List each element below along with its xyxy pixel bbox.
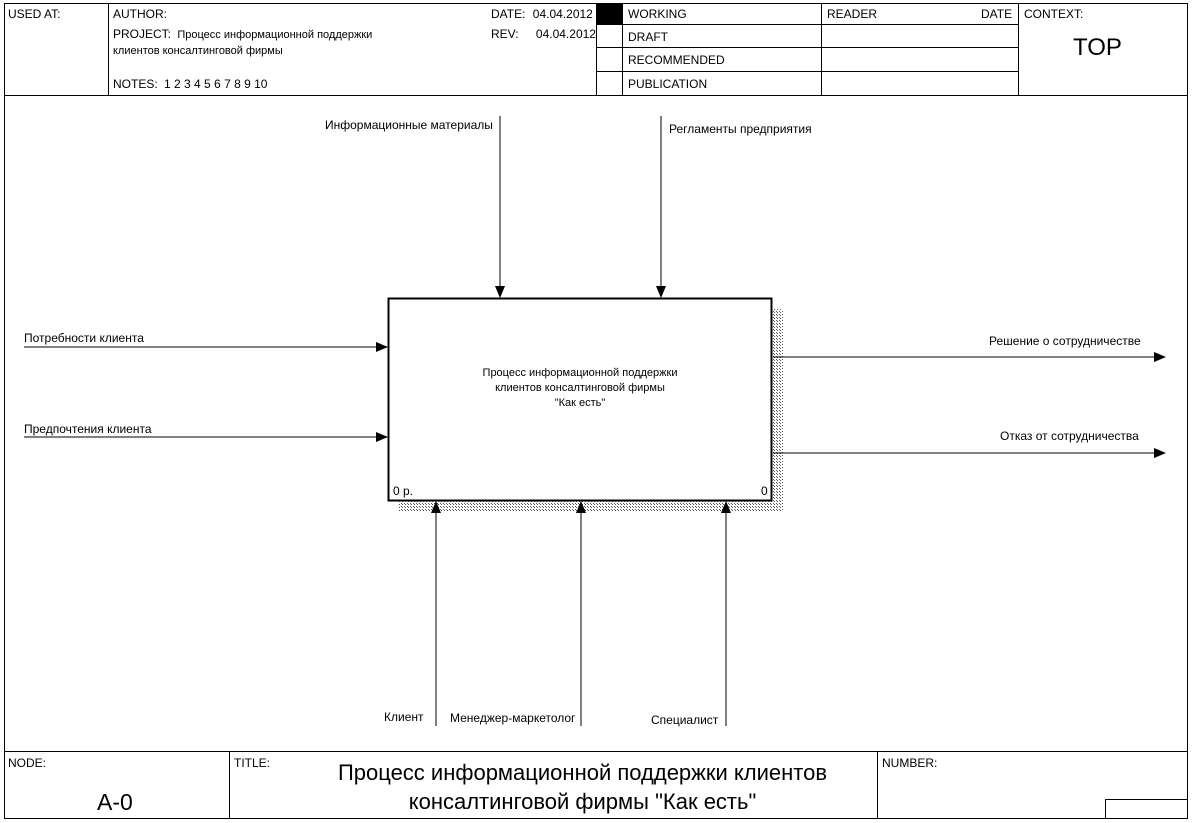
mechanism-label-client: Клиент bbox=[384, 710, 424, 724]
function-box-label-line2: клиентов консалтинговой фирмы bbox=[495, 382, 665, 394]
function-box-cost: 0 р. bbox=[393, 484, 414, 498]
title-label: TITLE: bbox=[234, 756, 271, 770]
project-name-line1: Процесс информационной поддержки bbox=[177, 29, 373, 41]
diagram-title bbox=[300, 758, 865, 816]
reader-label: READER bbox=[827, 7, 878, 21]
diagram-title-line2: консалтинговой фирмы "Как есть" bbox=[408, 789, 757, 814]
footer-number-box bbox=[1105, 799, 1188, 819]
mechanism-label-specialist: Специалист bbox=[651, 713, 719, 727]
project-label-text: PROJECT: bbox=[113, 27, 172, 41]
function-box-label-line3: "Как есть" bbox=[554, 397, 606, 409]
mechanism-label-marketing-manager: Менеджер-маркетолог bbox=[450, 711, 576, 725]
box-shadow-bottom bbox=[399, 501, 783, 512]
function-box-label-line1: Процесс информационной поддержки bbox=[482, 367, 678, 379]
status-recommended: RECOMMENDED bbox=[628, 53, 725, 67]
context-value: TOP bbox=[1073, 34, 1122, 61]
output-label-cooperation-refusal: Отказ от сотрудничества bbox=[1000, 429, 1139, 443]
output-label-cooperation-decision: Решение о сотрудничестве bbox=[989, 334, 1141, 348]
status-working: WORKING bbox=[628, 7, 687, 21]
diagram-title-line1: Процесс информационной поддержки клиентов bbox=[337, 760, 828, 785]
footer-divider-1 bbox=[229, 751, 230, 819]
notes-label: NOTES: bbox=[113, 77, 158, 91]
date-label: DATE: bbox=[491, 7, 526, 21]
context-label: CONTEXT: bbox=[1024, 7, 1084, 21]
project-name-line2: клиентов консалтинговой фирмы bbox=[113, 45, 283, 57]
status-draft: DRAFT bbox=[628, 30, 668, 44]
function-box-number: 0 bbox=[761, 484, 768, 498]
input-label-client-preferences: Предпочтения клиента bbox=[24, 422, 152, 436]
box-shadow-right bbox=[772, 309, 783, 501]
node-value: A-0 bbox=[97, 789, 133, 815]
rev-value: 04.04.2012 bbox=[535, 27, 596, 41]
reader-date-label: DATE bbox=[981, 7, 1013, 21]
author-label: AUTHOR: bbox=[113, 7, 167, 21]
number-label: NUMBER: bbox=[882, 756, 938, 770]
date-value: 04.04.2012 bbox=[532, 7, 593, 21]
node-label: NODE: bbox=[8, 756, 47, 770]
footer-top-line bbox=[4, 751, 1188, 752]
used-at-label: USED AT: bbox=[8, 7, 61, 21]
status-publication: PUBLICATION bbox=[628, 77, 708, 91]
input-label-client-needs: Потребности клиента bbox=[24, 331, 144, 345]
control-label-regulations: Регламенты предприятия bbox=[669, 122, 812, 136]
notes-numbers: 1 2 3 4 5 6 7 8 9 10 bbox=[164, 77, 268, 91]
control-label-info-materials: Информационные материалы bbox=[325, 118, 493, 132]
footer-divider-2 bbox=[877, 751, 878, 819]
rev-label: REV: bbox=[491, 27, 519, 41]
function-box-label bbox=[389, 366, 771, 411]
